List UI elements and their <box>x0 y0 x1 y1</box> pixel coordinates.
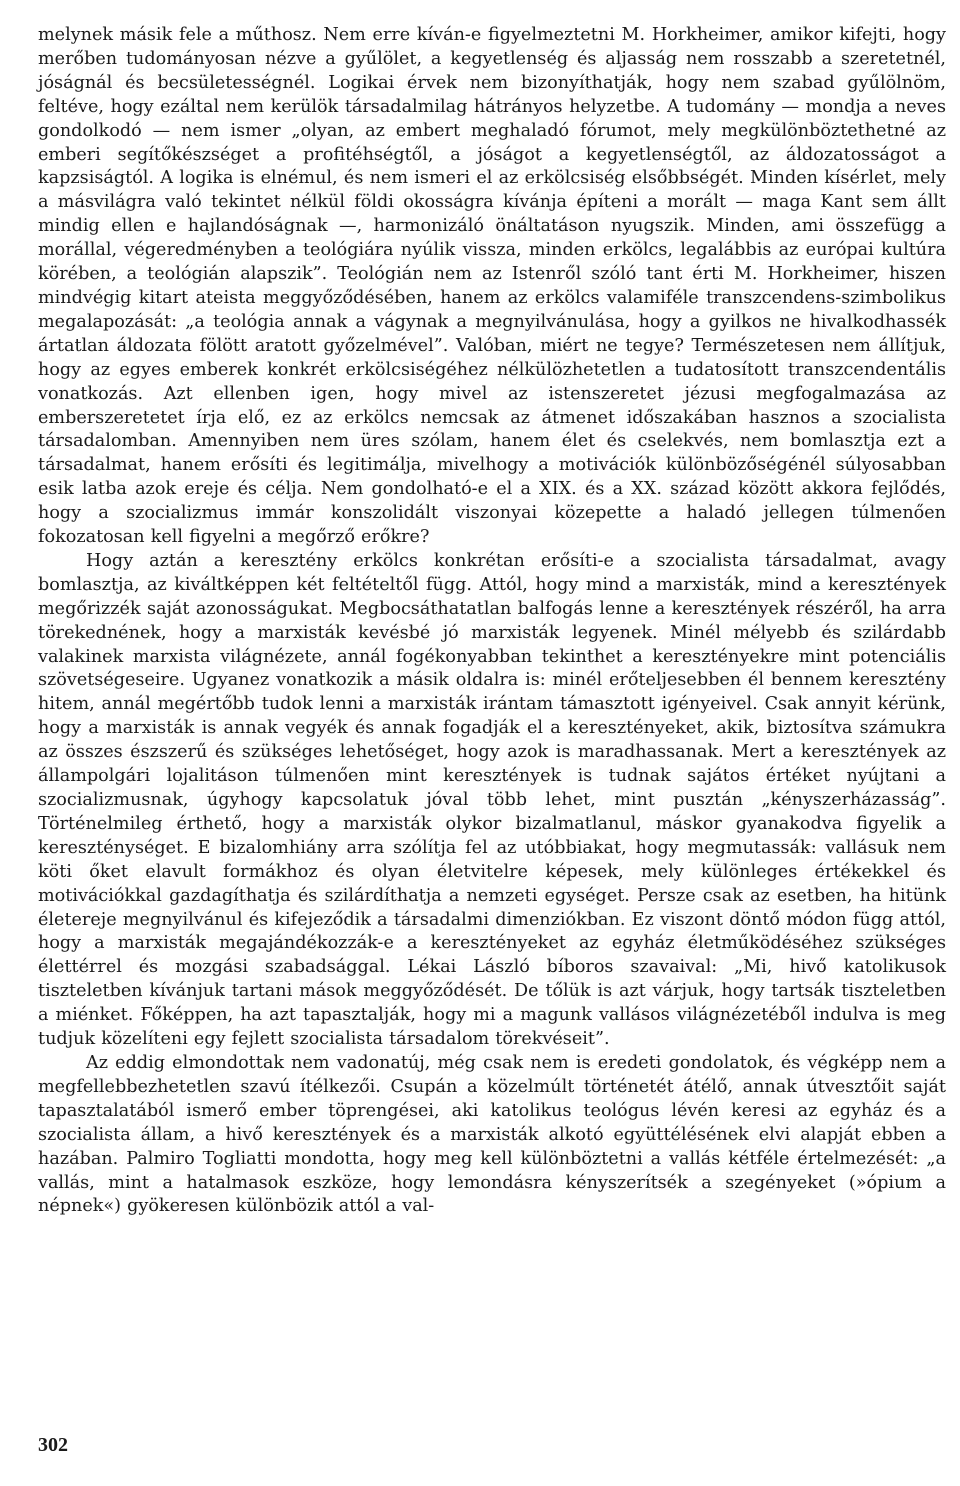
page-body <box>38 24 946 1219</box>
paragraph-2: Hogy aztán a keresztény erkölcs konkrétan erősíti-e a szocialista társadalmat, avagy bomlasztja, az kiváltképpen két feltételtől függ. Attól, hogy mind a marxisták, mind a keresztények megőrizzék saját azonosságukat. Megbocsáthatatlan balfogás lenne a keresztények részéről, ha arra törekednének, hogy a marxisták kevésbé jó marxisták legyenek. Minél mélyebb és szilárdabb valakinek marxista világnézete, annál fogékonyabban tekinthet a keresztényekre mint potenciális szövetségeseire. Ugyanez vonatkozik a másik oldalra is: minél erőteljesebben él bennem keresztény hitem, annál megértőbb tudok lenni a marxisták irántam támasztott igényeivel. Csak annyit kérünk, hogy a marxisták is annak vegyék és annak fogadják el a keresztényeket, akik, biztosítva számukra az összes észszerű és szükséges lehetőséget, hogy azok is maradhassanak. Mert a keresztények az állampolgári lojalitáson túlmenően mint keresztények is tudnak sajátos értéket nyújtani a szocializmusnak, úgyhogy kapcsolatuk jóval több lehet, mint pusztán „kényszerházasság”. Történelmileg érthető, hogy a marxisták olykor bizalmatlanul, máskor gyanakodva figyelik a kereszténységet. E bizalomhiány arra szólítja fel az utóbbiakat, hogy megmutassák: vallásuk nem köti őket elavult formákhoz és olyan életvitelre képesek, mely különleges értékekkel és motivációkkal gazdagíthatja és szilárdíthatja a nemzeti egységet. Persze csak az esetben, ha hitünk életereje megnyilvánul és kifejeződik a társadalmi dimenziókban. Ez viszont döntő módon függ attól, hogy a marxisták megajándékozzák-e a keresztényeket az egyház életműködéséhez szükséges élettérrel és mozgási szabadsággal. Lékai László bíboros szavaival: „Mi, hivő katolikusok tiszteletben kívánjuk tartani mások meggyőződését. De tőlük is azt várjuk, hogy tartsák tiszteletben a miénket. Főképpen, ha azt tapasztalják, hogy mi a magunk vallásos világnézetéből indulva is meg tudjuk közelíteni egy fejlett szocialista társadalom törekvéseit”. <box>38 550 946 1050</box>
paragraph-3: Az eddig elmondottak nem vadonatúj, még csak nem is eredeti gondolatok, és végképp nem a megfellebbezhetetlen szavú ítélkezői. Csupán a közelmúlt történetét átélő, annak útvesztőit saját tapasztalatából ismerő ember töprengései, aki katolikus teológus lévén keresi az egyház és a szocialista állam, a hivő keresztények és a marxisták alkotó együttélésének elvi alapját ebben a hazában. Palmiro Togliatti mondotta, hogy meg kell különböztetni a vallás kétféle értelmezését: „a vallás, mint a hatalmasok eszköze, hogy lemondásra kényszerítsék a szegényeket (»ópium a népnek«) gyökeresen különbözik attól a val- <box>38 1052 946 1217</box>
page-number: 302 <box>38 1434 68 1456</box>
paragraph-1: melynek másik fele a műthosz. Nem erre kíván-e figyelmeztetni M. Horkheimer, amikor kifejti, hogy merőben tudományosan nézve a gyűlölet, a kegyetlenség és aljasság nem rosszabb a szeretetnél, jóságnál és becsületességnél. Logikai érvek nem bizonyíthatják, hogy nem szabad gyűlölnöm, feltéve, hogy ezáltal nem kerülök társadalmilag hátrányos helyzetbe. A tudomány — mondja a neves gondolkodó — nem ismer „olyan, az embert meghaladó fórumot, mely megkülönböztethetné az emberi segítőkészséget a profitéhségtől, a jóságot a kegyetlenségtől, az áldozatosságot a kapzsiságtól. A logika is elnémul, és nem ismeri el az erkölcsiség elsőbbségét. Minden kísérlet, mely a másvilágra való tekintet nélkül földi okosságra kívánja építeni a morált — maga Kant sem állt mindig ellen e hajlandóságnak —, harmonizáló önáltatáson nyugszik. Minden, ami összefügg a morállal, végeredményben a teológiára nyúlik vissza, minden erkölcs, legalábbis az európai kultúra körében, a teológián alapszik”. Teológián nem az Istenről szóló tant érti M. Horkheimer, hiszen mindvégig kitart ateista meggyőződésében, hanem az erkölcs valamiféle transzcendens-szimbolikus megalapozását: „a teológia annak a vágynak a megnyilvánulása, hogy a gyilkos ne hivalkodhassék ártatlan áldozata fölött aratott győzelmével”. Valóban, miért ne tegye? Természetesen nem állítjuk, hogy az egyes emberek konkrét erkölcsiségéhez nélkülözhetetlen a tudatosított transzcendentális vonatkozás. Azt ellenben igen, hogy mivel az istenszeretet jézusi megfogalmazása az emberszeretetet írja elő, ez az erkölcs nemcsak az átmenet időszakában hasznos a szocialista társadalomban. Amennyiben nem üres szólam, hanem élet és cselekvés, nem bomlasztja ezt a társadalmat, hanem erősíti és legitimálja, mivelhogy a motivációk különbözőségénél súlyosabban esik latba azok ereje és célja. Nem gondolható-e el a XIX. és a XX. század között akkora fejlődés, hogy a szocializmus immár konszolidált viszonyai közepette a haladó jellegen túlmenően fokozatosan kell figyelni a megőrző erőkre? <box>38 25 946 548</box>
